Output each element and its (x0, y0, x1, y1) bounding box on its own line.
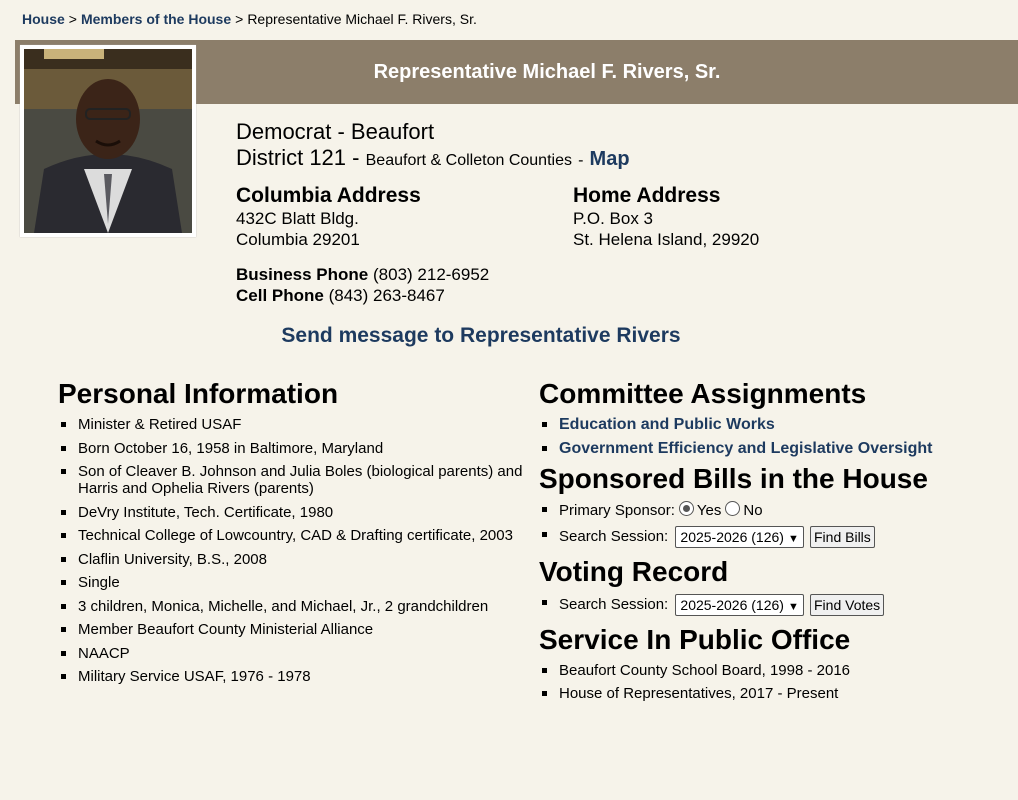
home-address-heading: Home Address (573, 184, 721, 207)
bills-session-value: 2025-2026 (126) (680, 528, 784, 545)
right-column (539, 378, 1009, 709)
district-dash: - (352, 145, 360, 170)
list-item: DeVry Institute, Tech. Certificate, 1980 (58, 504, 528, 521)
find-votes-button[interactable]: Find Votes (810, 594, 884, 616)
business-phone (236, 264, 489, 285)
list-item: Claflin University, B.S., 2008 (58, 551, 528, 568)
session-label: Search Session: (559, 595, 669, 613)
list-item: Technical College of Lowcountry, CAD & Drafting certificate, 2003 (58, 527, 528, 544)
committee-list (539, 416, 1009, 457)
sponsored-bills-heading: Sponsored Bills in the House (539, 463, 928, 494)
party-county: Democrat - Beaufort (236, 119, 435, 144)
list-item: Single (58, 574, 528, 591)
session-label: Search Session: (559, 527, 669, 545)
list-item: Member Beaufort County Ministerial Alliance (58, 621, 528, 638)
home-address-line1: P.O. Box 3 (573, 209, 654, 228)
votes-session-value: 2025-2026 (126) (680, 596, 784, 613)
service-public-office-heading: Service In Public Office (539, 623, 851, 655)
list-item: 3 children, Monica, Michelle, and Michael, Jr., 2 grandchildren (58, 598, 528, 615)
member-photo (20, 45, 196, 237)
phone-numbers (236, 264, 489, 306)
cell-phone-value: (843) 263-8467 (328, 286, 445, 305)
chevron-down-icon: ▼ (787, 532, 799, 545)
home-address-line2: St. Helena Island, 29920 (573, 230, 760, 249)
voting-record-heading: Voting Record (539, 555, 729, 587)
list-item (539, 526, 1009, 548)
radio-no-label: No (743, 502, 763, 519)
list-item (539, 501, 1009, 519)
breadcrumb (22, 11, 477, 27)
district-line (236, 145, 630, 171)
list-item (539, 594, 1009, 616)
counties: Beaufort & Colleton Counties (365, 152, 572, 169)
home-address (573, 184, 759, 250)
district-number: District 121 (236, 145, 347, 170)
columbia-address (236, 184, 421, 250)
voting-record-list (539, 594, 1009, 616)
columbia-address-line1: 432C Blatt Bldg. (236, 209, 359, 228)
primary-sponsor-label: Primary Sponsor: (559, 502, 675, 519)
service-list (539, 662, 1009, 703)
find-bills-button[interactable]: Find Bills (810, 526, 875, 548)
breadcrumb-current: Representative Michael F. Rivers, Sr. (247, 11, 477, 27)
breadcrumb-separator: > (68, 11, 77, 27)
list-item: Military Service USAF, 1976 - 1978 (58, 668, 528, 685)
personal-information-heading: Personal Information (58, 378, 339, 409)
list-item (539, 416, 1009, 433)
business-phone-value: (803) 212-6952 (373, 265, 490, 284)
list-item (539, 440, 1009, 457)
radio-no[interactable] (725, 501, 740, 516)
cell-phone (236, 285, 489, 306)
map-link[interactable]: Map (589, 148, 630, 170)
breadcrumb-house-link[interactable]: House (22, 11, 65, 27)
personal-information-section (58, 378, 528, 692)
personal-information-list (58, 416, 528, 685)
list-item: Son of Cleaver B. Johnson and Julia Boles (biological parents) and Harris and Ophelia Rivers (parents) (58, 463, 528, 497)
columbia-address-line2: Columbia 29201 (236, 230, 360, 249)
breadcrumb-separator: > (235, 11, 244, 27)
committee-link-education[interactable]: Education and Public Works (559, 416, 775, 433)
votes-session-select[interactable] (675, 594, 803, 616)
list-item: House of Representatives, 2017 - Present (539, 685, 1009, 702)
portrait-image (24, 49, 192, 233)
list-item: Minister & Retired USAF (58, 416, 528, 433)
business-phone-label: Business Phone (236, 265, 369, 284)
counties-dash: - (578, 152, 584, 169)
chevron-down-icon: ▼ (787, 600, 799, 613)
send-message-link[interactable]: Send message to Representative Rivers (281, 324, 681, 347)
bills-session-select[interactable] (675, 526, 803, 548)
committee-link-government-efficiency[interactable]: Government Efficiency and Legislative Oversight (559, 439, 933, 457)
committee-assignments-heading: Committee Assignments (539, 378, 867, 409)
list-item: Beaufort County School Board, 1998 - 2016 (539, 662, 1009, 679)
radio-yes-label: Yes (696, 502, 722, 519)
breadcrumb-members-link[interactable]: Members of the House (80, 11, 232, 27)
list-item: Born October 16, 1958 in Baltimore, Maryland (58, 440, 528, 457)
sponsored-bills-list (539, 501, 1009, 548)
page-title: Representative Michael F. Rivers, Sr. (373, 61, 721, 83)
send-message-container (0, 324, 962, 348)
cell-phone-label: Cell Phone (236, 286, 324, 305)
columbia-address-heading: Columbia Address (236, 184, 421, 207)
radio-yes[interactable] (679, 501, 694, 516)
list-item: NAACP (58, 645, 528, 662)
